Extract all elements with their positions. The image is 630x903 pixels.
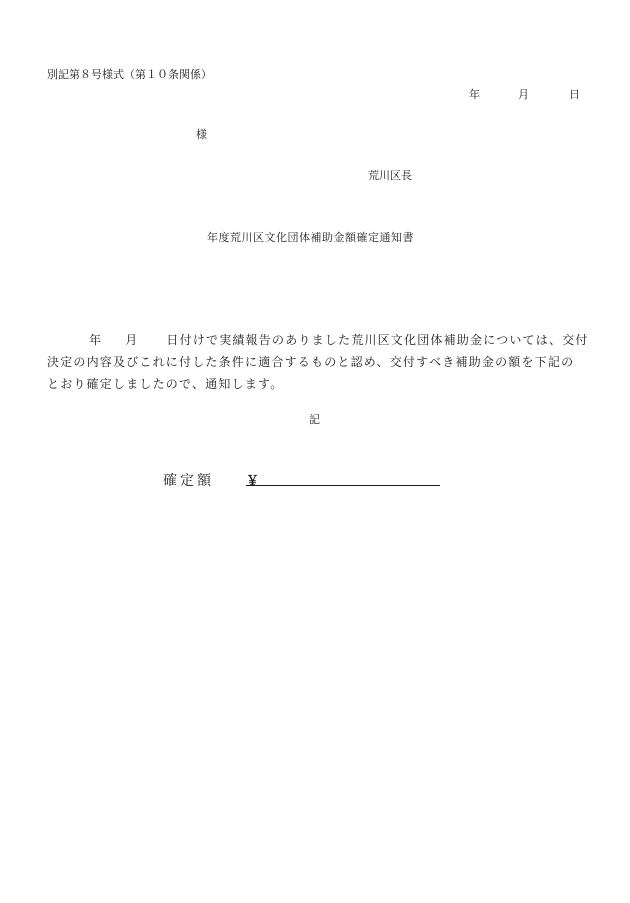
addressee-suffix: 様 <box>196 128 207 141</box>
date-day-label: 日 <box>569 88 580 101</box>
body-line-1-text: 日付けで実績報告のありました荒川区文化団体補助金については、交付 <box>166 333 589 347</box>
body-line-1 <box>47 329 587 351</box>
body-year: 年 <box>89 333 103 347</box>
document-title: 年度荒川区文化団体補助金額確定通知書 <box>207 231 414 244</box>
amount-label: 確定額 <box>163 473 214 489</box>
body-text <box>47 329 587 395</box>
body-line-2: 決定の内容及びこれに付した条件に適合するものと認め、交付すべき補助金の額を下記の <box>47 355 575 369</box>
date-month-label: 月 <box>518 88 529 101</box>
issuer-name: 荒川区長 <box>368 169 412 182</box>
amount-field <box>246 470 440 489</box>
currency-symbol: ￥ <box>246 474 260 489</box>
body-line-3: とおり確定しましたので、通知します。 <box>47 377 284 391</box>
form-number: 別記第８号様式（第１０条関係） <box>47 68 212 81</box>
ki-heading: 記 <box>309 413 320 426</box>
date-year-label: 年 <box>469 88 480 101</box>
body-month: 月 <box>125 333 139 347</box>
